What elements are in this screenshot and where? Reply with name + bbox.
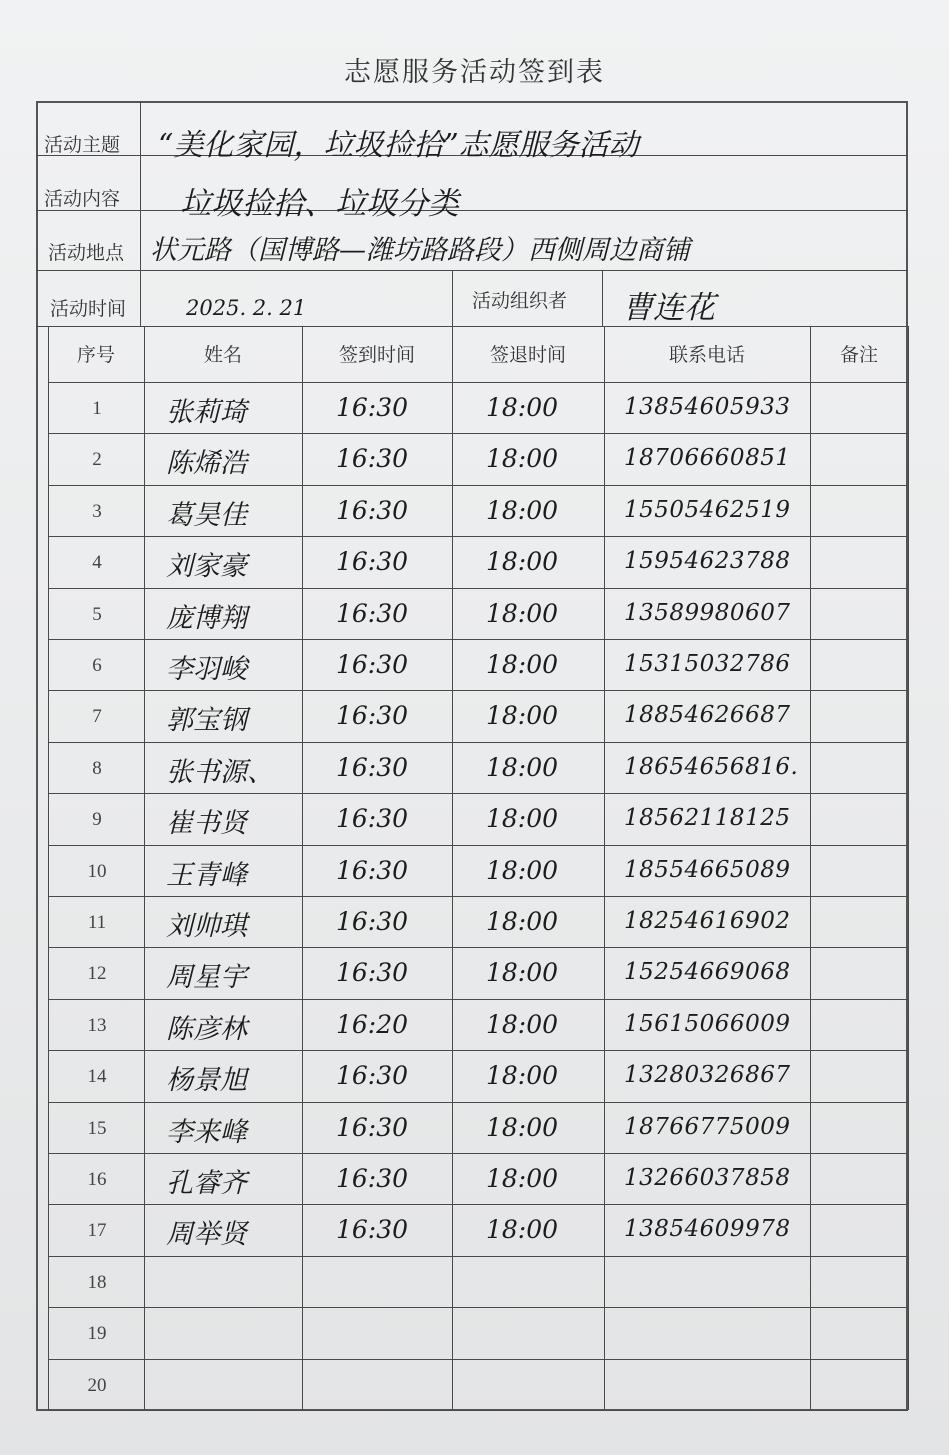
sign-out-time-cell: 18:00	[486, 1215, 559, 1245]
header-phone: 联系电话	[668, 344, 745, 366]
row-divider	[48, 382, 908, 383]
sign-in-time-cell: 16:30	[336, 907, 409, 936]
sign-out-time-cell: 18:00	[486, 547, 559, 577]
sign-out-time-cell: 18:00	[486, 598, 559, 628]
row-divider	[48, 793, 908, 794]
row-divider	[48, 690, 908, 691]
name-cell: 李来峰	[166, 1116, 247, 1148]
row-divider	[48, 896, 908, 897]
content-label: 活动内容	[44, 188, 121, 210]
row-number: 18	[87, 1271, 107, 1293]
row-divider	[48, 536, 908, 537]
column-divider	[48, 326, 49, 1410]
phone-cell: 18706660851	[624, 445, 791, 472]
row-divider	[48, 1359, 908, 1360]
time-value: 2025. 2. 21	[186, 296, 307, 320]
row-divider	[48, 1153, 908, 1154]
header-remark: 备注	[839, 344, 878, 366]
sign-in-time-cell: 16:30	[336, 1215, 409, 1245]
sign-out-time-cell: 18:00	[486, 444, 559, 474]
row-number: 19	[87, 1323, 107, 1345]
divider	[452, 270, 453, 326]
sign-in-time-cell: 16:30	[336, 650, 409, 679]
row-number: 2	[92, 449, 102, 471]
sign-in-time-cell: 16:30	[336, 444, 409, 474]
row-number: 5	[92, 603, 102, 625]
row-number: 12	[87, 963, 107, 985]
row-divider	[48, 1050, 908, 1051]
name-cell: 陈烯浩	[166, 448, 247, 480]
divider	[140, 101, 141, 326]
row-divider	[48, 742, 908, 743]
row-divider	[48, 999, 908, 1000]
sign-in-time-cell: 16:30	[336, 701, 409, 731]
phone-cell: 18654656816.	[624, 753, 799, 780]
theme-value: “美化家园，垃圾捡拾”志愿服务活动	[158, 128, 639, 163]
divider	[36, 210, 908, 211]
organizer-value: 曹连花	[622, 290, 715, 326]
row-number: 16	[87, 1169, 107, 1190]
name-cell: 周星宇	[166, 962, 247, 994]
sign-in-time-cell: 16:30	[336, 1112, 409, 1142]
column-divider	[452, 326, 453, 1410]
name-cell: 周举贤	[166, 1219, 247, 1251]
sign-out-time-cell: 18:00	[486, 495, 559, 525]
row-divider	[48, 1204, 908, 1205]
column-divider	[144, 326, 145, 1410]
row-number: 3	[92, 500, 102, 522]
phone-cell: 18562118125	[624, 805, 791, 832]
header-name: 姓名	[203, 344, 242, 366]
row-number: 8	[92, 757, 102, 779]
header-sign-in: 签到时间	[338, 344, 415, 366]
row-number: 15	[87, 1117, 107, 1139]
phone-cell: 15505462519	[624, 496, 791, 523]
time-label: 活动时间	[50, 298, 127, 320]
sign-in-time-cell: 16:30	[336, 598, 409, 628]
phone-cell: 13854605933	[624, 394, 791, 420]
column-divider	[604, 326, 605, 1410]
name-cell: 孔睿齐	[166, 1168, 247, 1199]
sign-out-time-cell: 18:00	[486, 1164, 559, 1193]
divider	[602, 270, 603, 326]
row-number: 17	[87, 1220, 107, 1242]
sign-out-time-cell: 18:00	[486, 752, 559, 782]
column-divider	[810, 326, 811, 1410]
sign-in-time-cell: 16:30	[336, 855, 409, 885]
phone-cell: 13854609978	[624, 1216, 791, 1243]
sign-out-time-cell: 18:00	[486, 855, 559, 885]
content-value: 垃圾捡拾、垃圾分类	[180, 186, 459, 222]
row-number: 9	[92, 809, 102, 831]
row-divider	[48, 588, 908, 589]
sign-out-time-cell: 18:00	[486, 958, 559, 988]
sign-in-time-cell: 16:30	[336, 752, 409, 782]
sign-out-time-cell: 18:00	[486, 907, 559, 936]
row-number: 13	[87, 1014, 107, 1036]
sign-in-time-cell: 16:30	[336, 495, 409, 525]
sign-out-time-cell: 18:00	[486, 701, 559, 731]
row-divider	[48, 639, 908, 640]
row-divider	[48, 433, 908, 434]
row-divider	[48, 485, 908, 486]
row-divider	[48, 947, 908, 948]
name-cell: 李羽峻	[166, 654, 247, 685]
column-divider	[908, 326, 909, 1410]
phone-cell: 15254669068	[624, 959, 791, 986]
phone-cell: 18554665089	[624, 856, 791, 883]
sign-out-time-cell: 18:00	[486, 393, 559, 422]
row-number: 20	[87, 1374, 107, 1396]
phone-cell: 13280326867	[624, 1062, 791, 1089]
row-divider	[48, 845, 908, 846]
phone-cell: 18254616902	[624, 908, 791, 934]
name-cell: 葛昊佳	[166, 499, 247, 531]
row-number: 4	[92, 552, 102, 574]
row-number: 11	[87, 912, 107, 933]
sign-out-time-cell: 18:00	[486, 804, 559, 834]
row-number: 6	[92, 655, 102, 676]
sign-in-time-cell: 16:30	[336, 393, 409, 422]
sign-in-time-cell: 16:30	[336, 804, 409, 834]
header-sign-out: 签退时间	[489, 344, 566, 366]
header-seq: 序号	[76, 344, 115, 366]
name-cell: 崔书贤	[166, 808, 247, 840]
divider	[36, 326, 908, 327]
row-divider	[48, 1256, 908, 1257]
name-cell: 刘家豪	[166, 551, 247, 583]
row-number: 10	[87, 860, 107, 882]
phone-cell: 18766775009	[624, 1113, 791, 1140]
page-title: 志愿服务活动签到表	[344, 57, 605, 88]
column-divider	[302, 326, 303, 1410]
name-cell: 郭宝钢	[166, 705, 247, 737]
sign-in-time-cell: 16:30	[336, 1164, 409, 1193]
row-number: 1	[92, 398, 102, 419]
name-cell: 张书源、	[166, 756, 274, 788]
phone-cell: 13589980607	[624, 599, 791, 626]
name-cell: 陈彦林	[166, 1013, 247, 1045]
phone-cell: 18854626687	[624, 702, 791, 729]
row-number: 14	[87, 1066, 107, 1088]
location-value: 状元路（国博路—潍坊路路段）西侧周边商铺	[150, 235, 690, 266]
name-cell: 杨景旭	[166, 1065, 247, 1097]
row-number: 7	[92, 706, 102, 728]
phone-cell: 15315032786	[624, 651, 791, 677]
theme-label: 活动主题	[44, 134, 121, 156]
sign-out-time-cell: 18:00	[486, 1009, 559, 1039]
phone-cell: 13266037858	[624, 1165, 791, 1191]
location-label: 活动地点	[48, 242, 125, 264]
row-divider	[48, 1307, 908, 1308]
sign-out-time-cell: 18:00	[486, 650, 559, 679]
sign-out-time-cell: 18:00	[486, 1112, 559, 1142]
sign-out-time-cell: 18:00	[486, 1061, 559, 1091]
name-cell: 刘帅琪	[166, 911, 247, 942]
divider	[36, 270, 908, 271]
sign-in-time-cell: 16:30	[336, 958, 409, 988]
phone-cell: 15954623788	[624, 548, 791, 575]
name-cell: 王青峰	[166, 859, 247, 891]
row-divider	[48, 1102, 908, 1103]
phone-cell: 15615066009	[624, 1010, 791, 1037]
name-cell: 庞博翔	[166, 602, 247, 634]
name-cell: 张莉琦	[166, 397, 247, 428]
row-divider	[48, 1410, 908, 1411]
sign-in-time-cell: 16:20	[336, 1009, 409, 1039]
sign-in-time-cell: 16:30	[336, 1061, 409, 1091]
organizer-label: 活动组织者	[472, 290, 568, 312]
sign-in-time-cell: 16:30	[336, 547, 409, 577]
